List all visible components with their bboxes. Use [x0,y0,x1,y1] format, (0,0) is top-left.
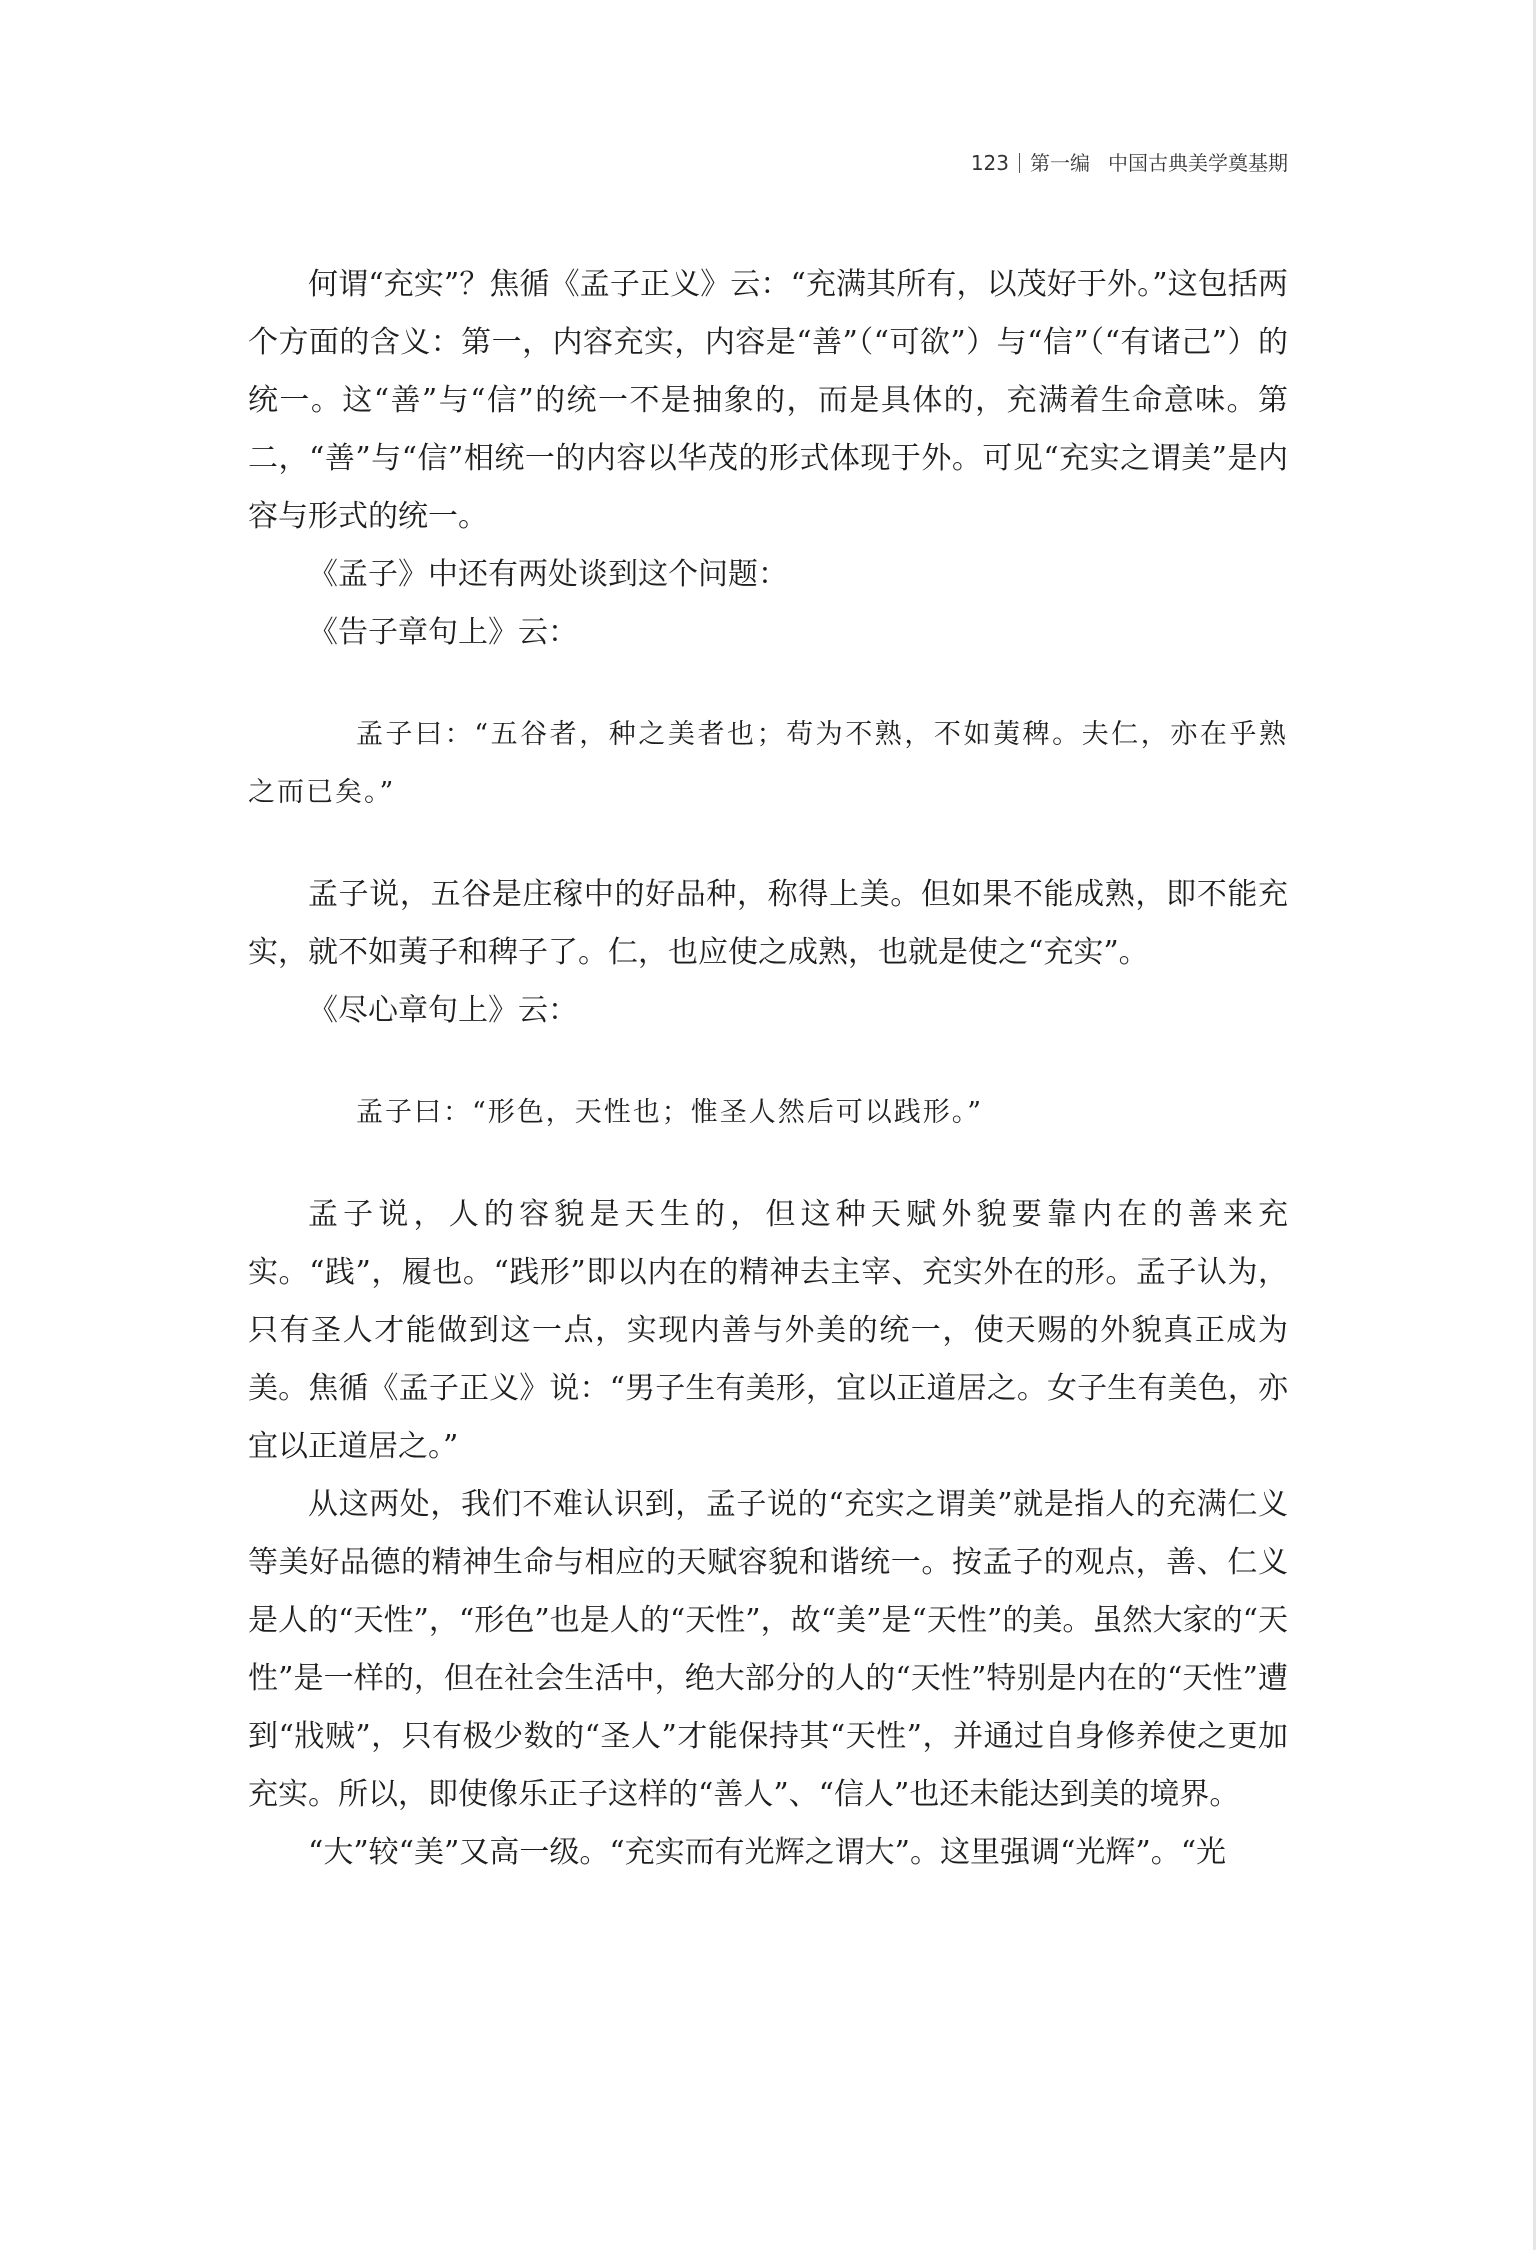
paragraph-3: 《告子章句上》云： [308,615,578,650]
quotation-1: 孟子曰：“五谷者，种之美者也；苟为不熟，不如荑稗。夫仁，亦在乎熟之而已矣。” [248,719,1288,808]
header-part: 第一编 [1030,151,1090,175]
paragraph-8: “大”较“美”又高一级。“充实而有光辉之谓大”。这里强调“光辉”。“光 [308,1835,1227,1870]
paragraph-7: 从这两处，我们不难认识到，孟子说的“充实之谓美”就是指人的充满仁义等美好品德的精神生命与相应的天赋容貌和谐统一。按孟子的观点，善、仁义是人的“天性”，“形色”也是人的“天性”，故“美”是“天性”的美。虽然大家的“天性”是一样的，但在社会生活中，绝大部分的人的“天性”特别是内在的“天性”遭到“戕贼”，只有极少数的“圣人”才能保持其“天性”，并通过自身修养使之更加充实。所以，即使像乐正子这样的“善人”、“信人”也还未能达到美的境界。 [248,1487,1288,1812]
header-title: 中国古典美学奠基期 [1108,151,1288,175]
body-text [248,256,1288,1882]
paragraph-2: 《孟子》中还有两处谈到这个问题： [308,557,788,592]
header-separator [1019,153,1020,173]
paragraph-6: 孟子说，人的容貌是天生的，但这种天赋外貌要靠内在的善来充实。“践”，履也。“践形”即以内在的精神去主宰、充实外在的形。孟子认为，只有圣人才能做到这一点，实现内善与外美的统一，使天赐的外貌真正成为美。焦循《孟子正义》说：“男子生有美形，宜以正道居之。女子生有美色，亦宜以正道居之。” [248,1197,1288,1464]
paragraph-4: 孟子说，五谷是庄稼中的好品种，称得上美。但如果不能成熟，即不能充实，就不如荑子和稗子了。仁，也应使之成熟，也就是使之“充实”。 [248,877,1288,970]
paragraph-1: 何谓“充实”？焦循《孟子正义》云：“充满其所有，以茂好于外。”这包括两个方面的含义：第一，内容充实，内容是“善”（“可欲”）与“信”（“有诸己”）的统一。这“善”与“信”的统一不是抽象的，而是具体的，充满着生命意味。第二，“善”与“信”相统一的内容以华茂的形式体现于外。可见“充实之谓美”是内容与形式的统一。 [248,267,1288,534]
running-header [971,148,1288,178]
page-number: 123 [970,151,1009,175]
paragraph-5: 《尽心章句上》云： [308,993,578,1028]
quotation-2: 孟子曰：“形色，天性也；惟圣人然后可以践形。” [356,1097,984,1128]
